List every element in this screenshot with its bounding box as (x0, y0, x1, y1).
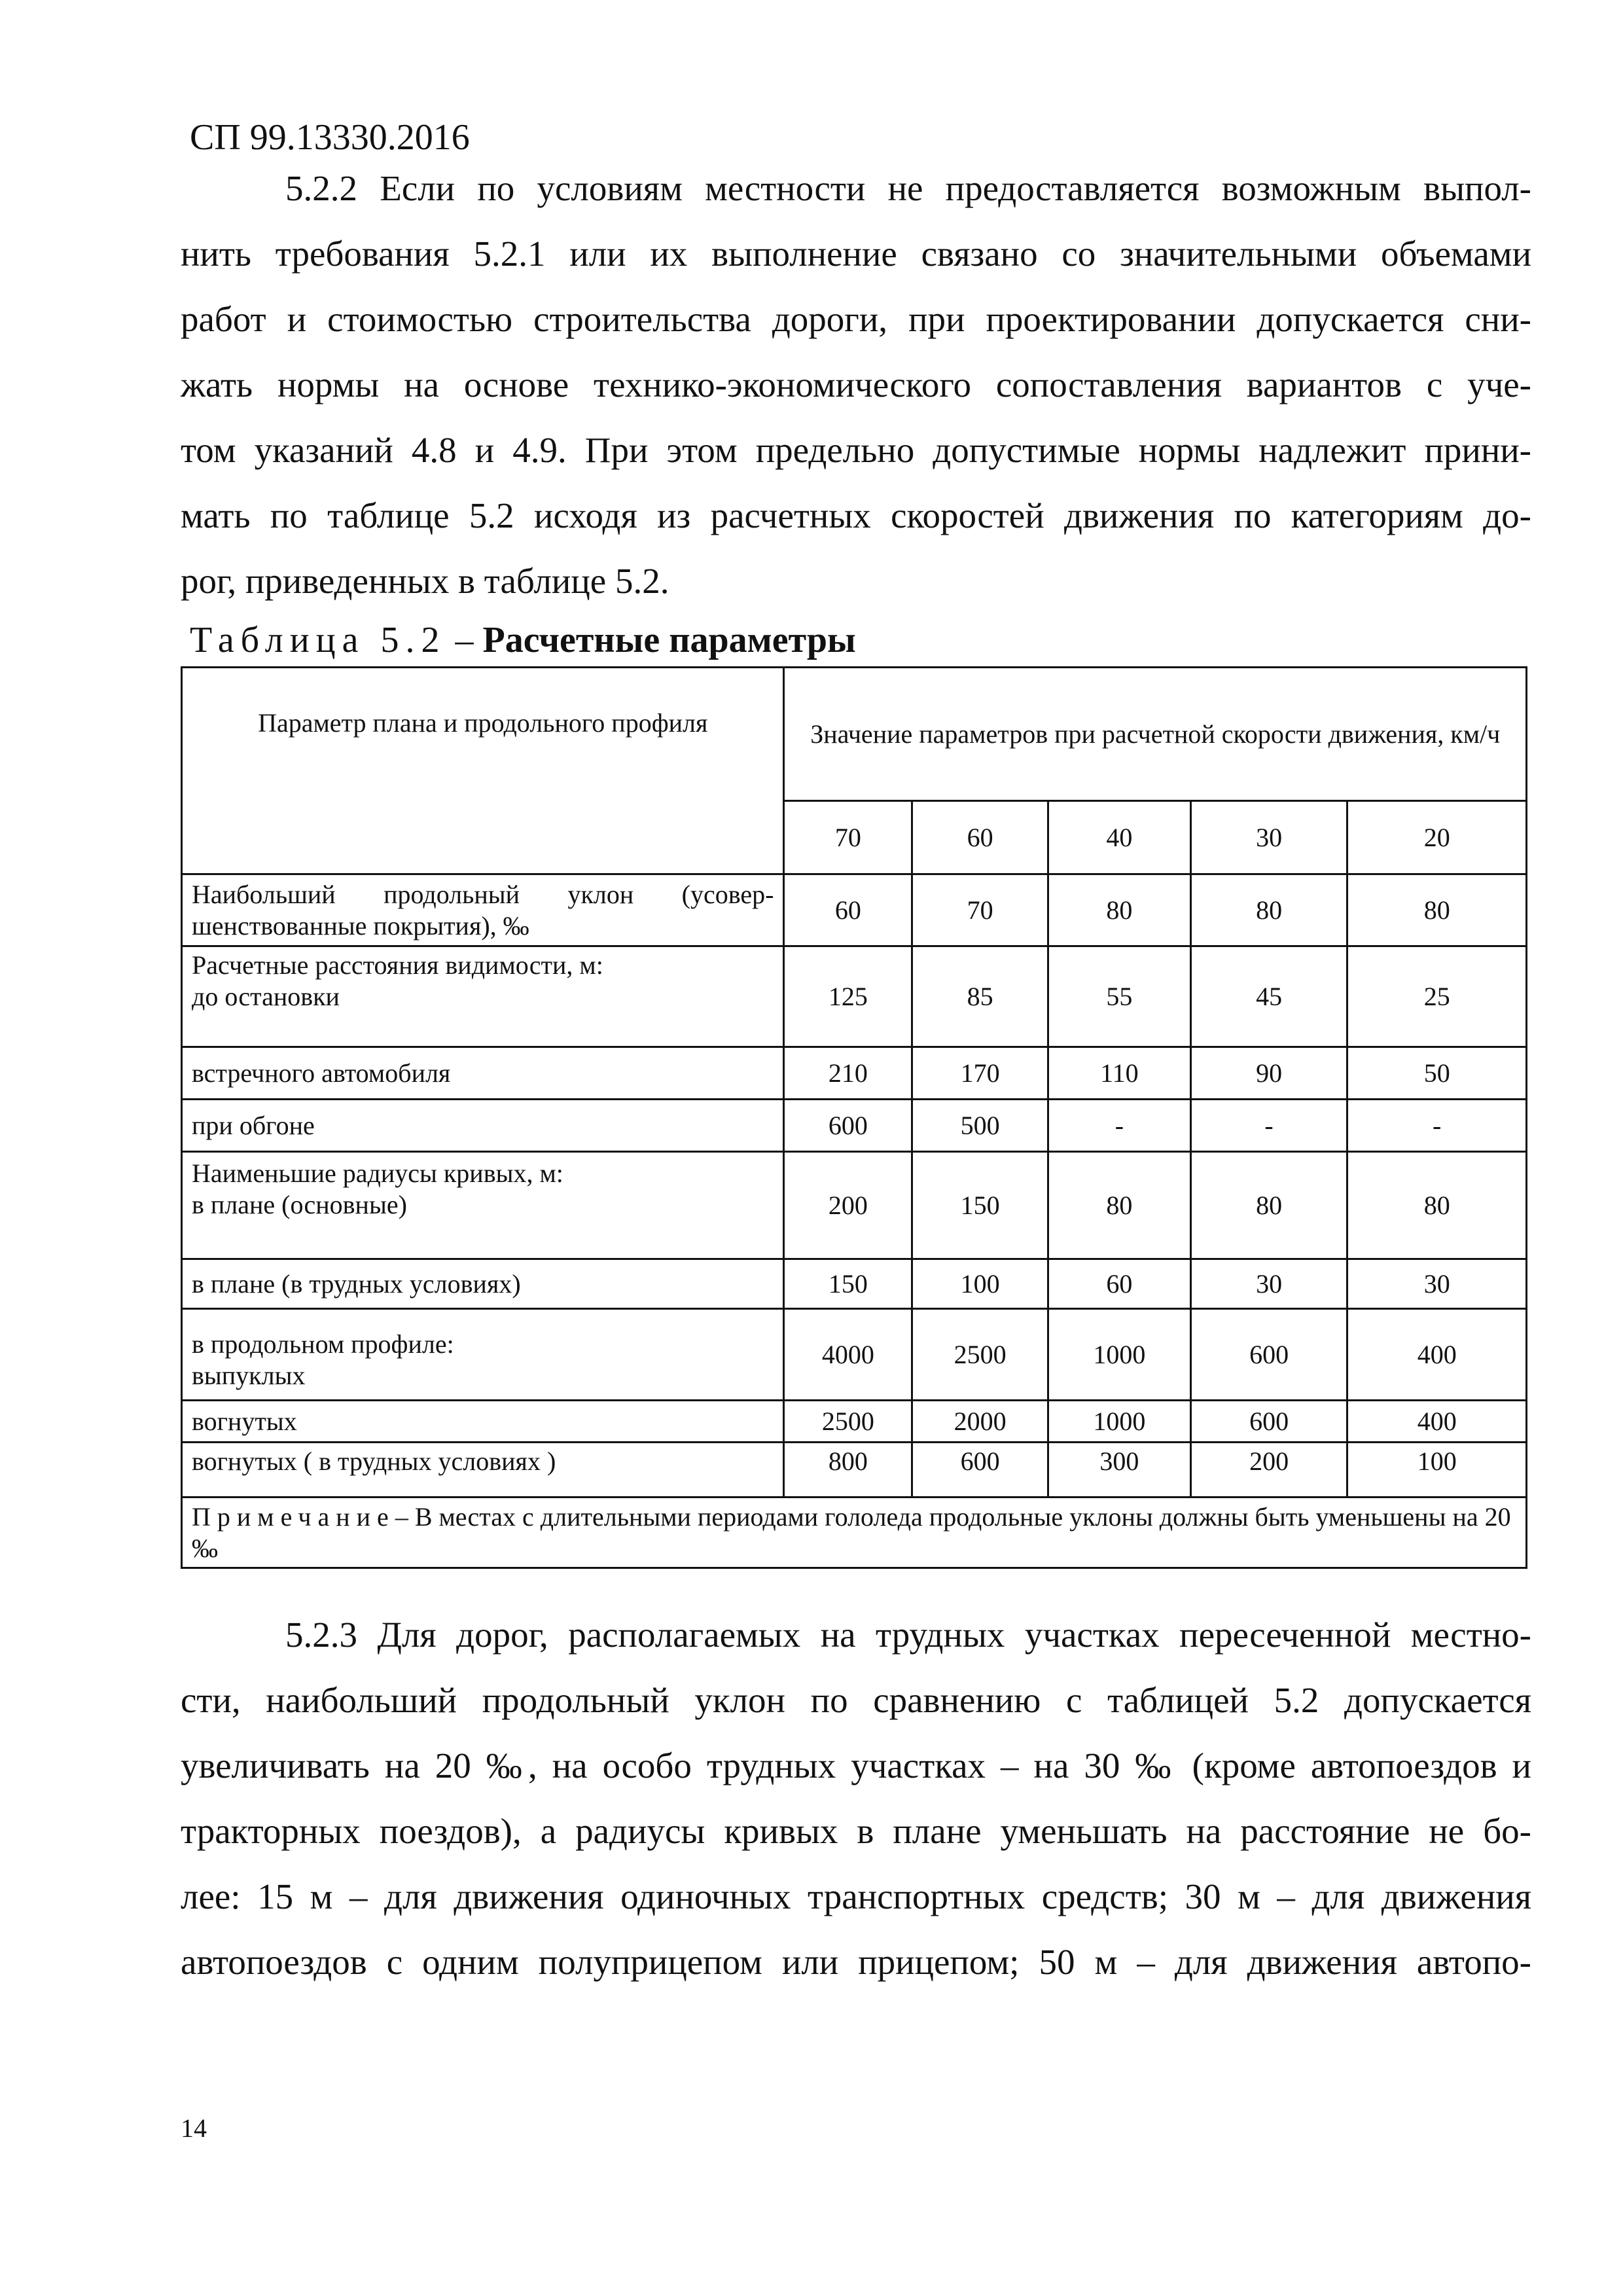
table-cell: - (1190, 1100, 1347, 1152)
table-cell: 125 (784, 946, 912, 1047)
row-label (182, 946, 784, 1047)
page-number: 14 (181, 2113, 207, 2143)
group-title: Наименьшие радиусы кривых, м: (192, 1158, 563, 1188)
table-cell: 800 (784, 1443, 912, 1498)
note-text: – В местах с длительными периодами гололеда продольные уклоны должны быть уменьшены на 20 ‰ (192, 1501, 1511, 1563)
table-cell: 4000 (784, 1309, 912, 1401)
table-cell: 210 (784, 1047, 912, 1100)
text-line: лее: 15 м – для движения одиночных транспортных средств; 30 м – для движения (181, 1876, 1531, 1916)
text-line: том указаний 4.8 и 4.9. При этом предельно допустимые нормы надлежит прини- (181, 430, 1531, 470)
table-cell: 60 (1048, 1259, 1191, 1309)
table-cell: 80 (1347, 874, 1527, 946)
row-label: при обгоне (182, 1100, 784, 1152)
text-line: 5.2.2 Если по условиям местности не предоставляется возможным выпол- (285, 168, 1531, 208)
table-cell: 50 (1347, 1047, 1527, 1100)
table-cell: 85 (912, 946, 1048, 1047)
table-cell: 150 (912, 1152, 1048, 1259)
group-title: Расчетные расстояния видимости, м: (192, 950, 603, 980)
table-cell: 70 (912, 874, 1048, 946)
table-cell: 200 (1190, 1443, 1347, 1498)
table-cell: 1000 (1048, 1401, 1191, 1443)
paragraph-5-2-3 (181, 1602, 1531, 1995)
subrow-label: в плане (основные) (192, 1190, 407, 1219)
paragraph-5-2-2 (181, 156, 1531, 614)
text-line: рог, приведенных в таблице 5.2. (181, 561, 669, 601)
table-cell: 100 (1347, 1443, 1527, 1498)
table-cell: 200 (784, 1152, 912, 1259)
table-cell: 80 (1190, 874, 1347, 946)
speed-cell: 40 (1048, 801, 1191, 874)
header-parameter: Параметр плана и продольного профиля (182, 668, 784, 874)
table-cell: 80 (1048, 874, 1191, 946)
table-cell: 80 (1347, 1152, 1527, 1259)
parameters-table (181, 666, 1527, 1569)
speed-cell: 30 (1190, 801, 1347, 874)
document-code: СП 99.13330.2016 (190, 117, 470, 158)
subrow-label: выпуклых (192, 1361, 306, 1390)
table-cell: 25 (1347, 946, 1527, 1047)
table-cell: 600 (1190, 1309, 1347, 1401)
speed-cell: 70 (784, 801, 912, 874)
table-cell: 90 (1190, 1047, 1347, 1100)
table-cell: 170 (912, 1047, 1048, 1100)
text-line: 5.2.3 Для дорог, располагаемых на трудных участках пересеченной местно- (285, 1615, 1531, 1655)
subrow-label: до остановки (192, 982, 340, 1011)
group-title: в продольном профиле: (192, 1329, 454, 1359)
table-title: Расчетные параметры (482, 620, 856, 660)
table-cell: 600 (784, 1100, 912, 1152)
speed-cell: 60 (912, 801, 1048, 874)
table-cell: 150 (784, 1259, 912, 1309)
row-label: вогнутых ( в трудных условиях ) (182, 1443, 784, 1498)
table-cell: 55 (1048, 946, 1191, 1047)
table-cell: 600 (912, 1443, 1048, 1498)
row-label: встречного автомобиля (182, 1047, 784, 1100)
table-cell: 600 (1190, 1401, 1347, 1443)
table-cell: 100 (912, 1259, 1048, 1309)
text-line: автопоездов с одним полуприцепом или прицепом; 50 м – для движения автопо- (181, 1942, 1531, 1982)
row-label (182, 1309, 784, 1401)
table-cell: 2000 (912, 1401, 1048, 1443)
row-label: вогнутых (182, 1401, 784, 1443)
table-cell: 30 (1347, 1259, 1527, 1309)
table-cell: 400 (1347, 1309, 1527, 1401)
table-cell: 2500 (784, 1401, 912, 1443)
text-line: мать по таблице 5.2 исходя из расчетных скоростей движения по категориям до- (181, 495, 1531, 535)
text-line: нить требования 5.2.1 или их выполнение связано со значительными объемами (181, 234, 1531, 274)
row-label (182, 1152, 784, 1259)
table-cell: 80 (1190, 1152, 1347, 1259)
table-cell: - (1347, 1100, 1527, 1152)
table-note (182, 1498, 1527, 1568)
note-label: Примечание (192, 1501, 395, 1532)
table-number: Таблица 5.2 (190, 620, 446, 660)
text-line: жать нормы на основе технико-экономического сопоставления вариантов с уче- (181, 365, 1531, 404)
table-cell: 300 (1048, 1443, 1191, 1498)
table-cell: 80 (1048, 1152, 1191, 1259)
text-line: сти, наибольший продольный уклон по сравнению с таблицей 5.2 допускается (181, 1680, 1531, 1720)
table-caption (190, 619, 856, 661)
text-line: увеличивать на 20 ‰, на особо трудных участках – на 30 ‰ (кроме автопоездов и (181, 1746, 1531, 1785)
table-cell: - (1048, 1100, 1191, 1152)
caption-dash: – (446, 620, 483, 660)
table-cell: 30 (1190, 1259, 1347, 1309)
table-cell: 400 (1347, 1401, 1527, 1443)
table-cell: 500 (912, 1100, 1048, 1152)
table-cell: 1000 (1048, 1309, 1191, 1401)
table-cell: 60 (784, 874, 912, 946)
speed-cell: 20 (1347, 801, 1527, 874)
row-label: в плане (в трудных условиях) (182, 1259, 784, 1309)
text-line: работ и стоимостью строительства дороги, при проектировании допускается сни- (181, 299, 1531, 339)
text-line: тракторных поездов), а радиусы кривых в плане уменьшать на расстояние не бо- (181, 1811, 1531, 1851)
table-cell: 45 (1190, 946, 1347, 1047)
row-label: Наибольший продольный уклон (усовер-шенствованные покрытия), ‰ (182, 874, 784, 946)
header-values: Значение параметров при расчетной скорости движения, км/ч (784, 668, 1527, 801)
table-cell: 2500 (912, 1309, 1048, 1401)
table-cell: 110 (1048, 1047, 1191, 1100)
